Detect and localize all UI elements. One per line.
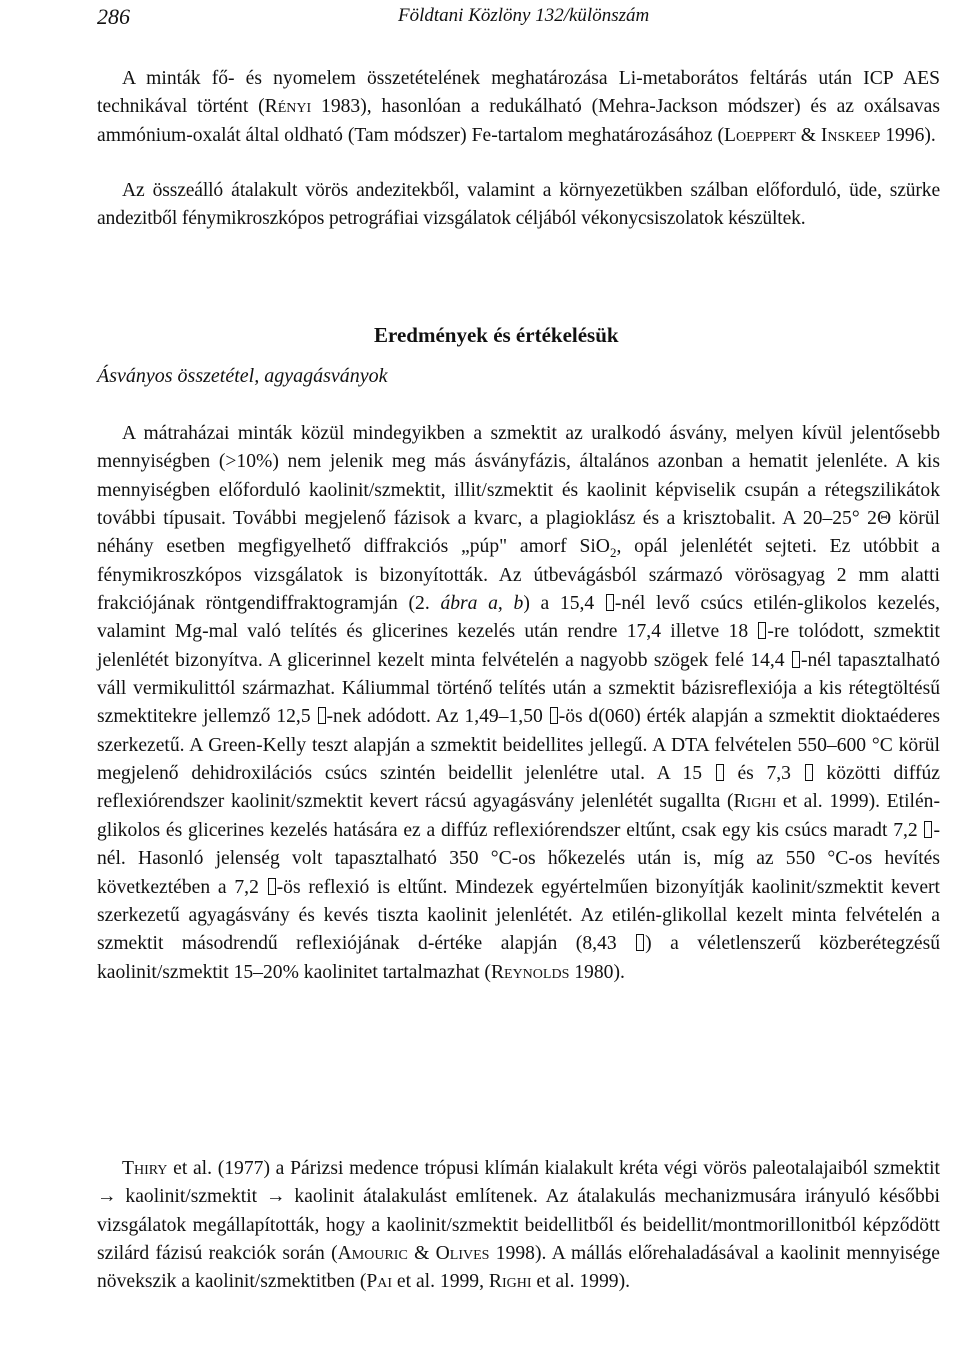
citation: Amouric <box>337 1243 408 1265</box>
paragraph-methods: A minták fő- és nyomelem összetételének meghatározása Li-metaborátos feltárás után ICP AES technikával történt (Rényi 1983), hasonlóan a redukálható (Mehra-Jackson módszer) és az oxálsavas ammónium-oxalát által oldható (Tam módszer) Fe-tartalom meghatározásához (Loeppert & Inskeep 1996). <box>97 68 941 146</box>
paragraph-literature: Thiry et al. (1977) a Párizsi medence trópusi klímán kialakult kréta végi vörös paleotalajaiból szmektit → kaolinit/szmektit → kaolinit átalakulást említenek. Az átalakulás mechanizmusára irányuló későbbi vizsgálatok megállapították, hogy a kaolinit/szmektit beidellitből és beidellit/montmorillonitból képződött szilárd fázisú reakciók során (Amouric & Olives 1998). A mállás előrehaladásával a kaolinit mennyisége növekszik a kaolinit/szmektitben (Pai et al. 1999, Righi et al. 1999). <box>97 1158 940 1293</box>
paragraph-thin-sections: Az összeálló átalakult vörös andezitekből, valamint a környezetükben szálban előforduló, üde, szürke andezitből fénymikroszkópos petrográfiai vizsgálatok céljából vékonycsiszolatok készültek. <box>97 180 940 230</box>
angstrom-symbol <box>758 622 766 639</box>
angstrom-symbol <box>924 821 932 838</box>
subsection-heading: Ásványos összetétel, agyagásványok <box>97 365 388 387</box>
citation: Inskeep <box>820 124 881 146</box>
angstrom-symbol <box>550 707 558 724</box>
angstrom-symbol <box>792 651 800 668</box>
angstrom-symbol <box>805 764 813 781</box>
citation: Thiry <box>122 1158 168 1179</box>
section-heading: Eredmények és értékelésük <box>374 323 619 347</box>
citation: Rényi <box>264 96 312 118</box>
citation: Pai <box>366 1271 393 1293</box>
page-number: 286 <box>97 4 130 29</box>
angstrom-symbol <box>606 594 614 611</box>
citation: Loeppert <box>724 124 796 146</box>
angstrom-symbol <box>318 707 326 724</box>
citation: Reynolds <box>490 961 570 983</box>
angstrom-symbol <box>268 878 276 895</box>
citation: Righi <box>733 791 777 813</box>
angstrom-symbol <box>716 764 724 781</box>
running-head: Földtani Közlöny 132/különszám <box>398 5 650 26</box>
citation: Olives <box>435 1243 490 1265</box>
citation: Righi <box>488 1271 532 1293</box>
angstrom-symbol <box>636 934 644 951</box>
paragraph-mineralogy: A mátraházai minták közül mindegyikben a szmektit az uralkodó ásvány, melyen kívül jelentősebb mennyiségben (>10%) nem jelenik meg más ásványfázis, általános azonban a hematit jelenléte. A kis mennyiségben előforduló kaolinit/szmektit, illit/szmektit és kaolinit képviselik csupán a rétegszilikátok további típusait. További megjelenő fázisok a kvarc, a plagioklász és a krisztobalit. A 20–25° 2Θ körül néhány esetben megfigyelhető diffrakciós „púp" amorf SiO$_2$, opál jelenlétét sejteti. Ez utóbbit a fénymikroszkópos vizsgálatok is bizonyították. Az útbevágásból származó vörösagyag 2 mm alatti frakciójának röntgendiffraktogramján (2. ábra a, b) a 15,4 -nél levő csúcs etilén-glikolos kezelés, valamint Mg-mal való telítés és glicerines kezelés után rendre 17,4 illetve 18 -re tolódott, szmektit jelenlétét bizonyítva. A glicerinnel kezelt minta felvételén a nagyobb szögek felé 14,4 -nél tapasztalható váll vermikulittól származhat. Káliummal történő telítés után a szmektit bázisreflexiója a kis rétegtöltésű szmektitekre jellemző 12,5 -nek adódott. Az 1,49–1,50 -ös d(060) érték alapján a szmektit dioktaéderes szerkezetű. A Green-Kelly teszt alapján a szmektit beidellites jellegű. A DTA felvételen 550–600 °C körül megjelenő dehidroxilációs csúcs szintén beidellit jelenlétre utal. A 15 és 7,3 közötti diffúz reflexiórendszer kaolinit/szmektit kevert rácsú agyagásvány jelenlétét sugallta (Righi et al. 1999). Etilén-glikolos és glicerines kezelés hatására ez a diffúz reflexiórendszer eltűnt, csak egy kis csúcs maradt 7,2 -nél. Hasonló jelenség volt tapasztalható 350 °C-os hőkezelés után is, míg az 550 °C-os hevítés következtében a 7,2 -ös reflexió is eltűnt. Mindezek egyértelműen bizonyítják kaolinit/szmektit kevert szerkezetű agyagásvány és kevés tiszta kaolinit jelenlétét. Az etilén-glikollal kezelt minta felvételén a szmektit másodrendű reflexiójának d-értéke alapján (8,43 ) a véletlenszerű közberétegzésű kaolinit/szmektit 15–20% kaolinitet tartalmazhat (Reynolds 1980). <box>97 423 941 983</box>
